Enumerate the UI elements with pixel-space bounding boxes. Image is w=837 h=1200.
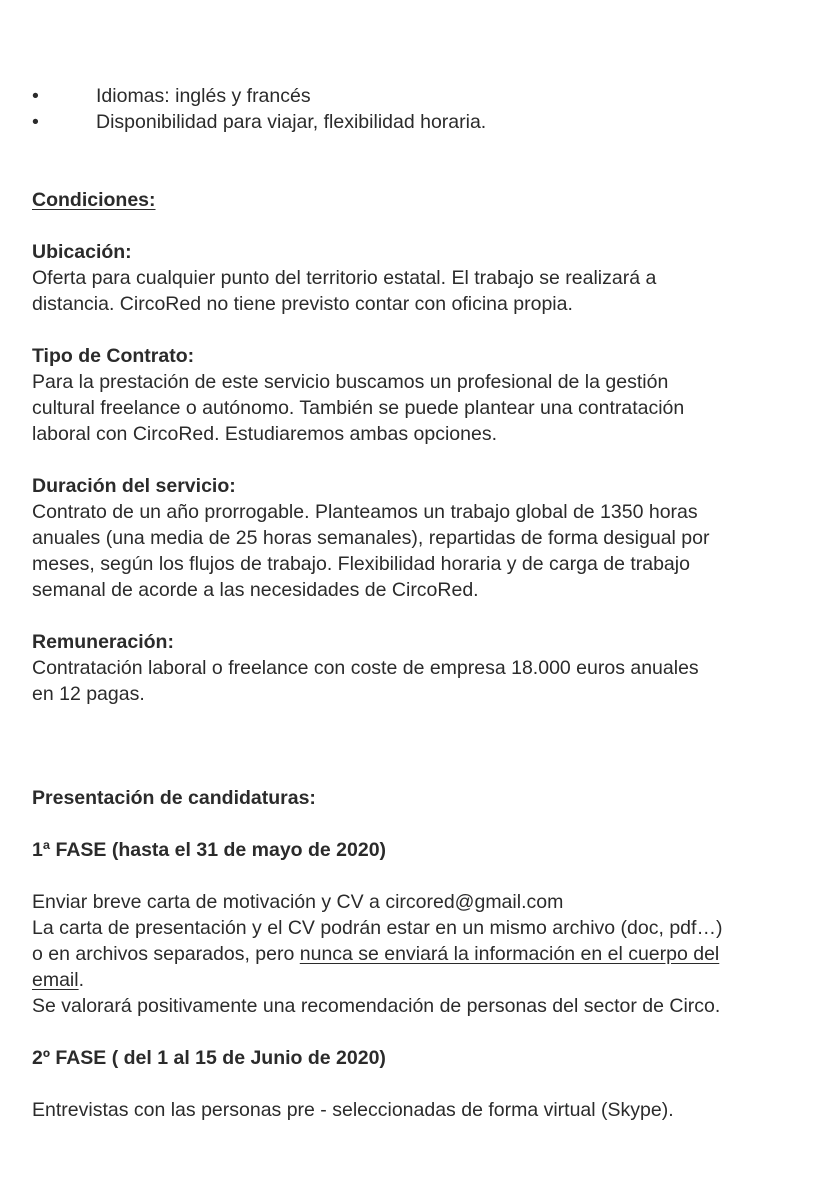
bullet-icon: • [32,111,39,133]
paragraph-line [32,941,822,967]
paragraph-line [32,967,822,993]
paragraph-line: anuales (una media de 25 horas semanales), repartidas de forma desigual por [32,527,710,549]
applications-heading: Presentación de candidaturas: [32,787,316,809]
phase2-section [32,1045,822,1123]
paragraph-line: Oferta para cualquier punto del territorio estatal. El trabajo se realizará a [32,267,657,289]
phase1-section [32,837,822,1019]
location-heading: Ubicación: [32,241,132,263]
duration-section [32,473,822,603]
contract-type-heading: Tipo de Contrato: [32,345,195,367]
paragraph-line: Se valorará positivamente una recomendación de personas del sector de Circo. [32,995,721,1017]
remuneration-heading: Remuneración: [32,631,174,653]
paragraph-line: meses, según los flujos de trabajo. Flexibilidad horaria y de carga de trabajo [32,553,690,575]
paragraph-line: Contrato de un año prorrogable. Planteamos un trabajo global de 1350 horas [32,501,698,523]
paragraph-line: Para la prestación de este servicio buscamos un profesional de la gestión [32,371,669,393]
duration-heading: Duración del servicio: [32,475,236,497]
plain-text: o en archivos separados, pero [32,943,300,965]
bullet-icon: • [32,85,39,107]
remuneration-section [32,629,822,707]
conditions-heading: Condiciones: [32,189,156,211]
list-item [32,83,822,109]
emphasis-underlined-text: email [32,969,79,991]
phase1-heading: 1ª FASE (hasta el 31 de mayo de 2020) [32,839,387,861]
paragraph-line: cultural freelance o autónomo. También se puede plantear una contratación [32,397,685,419]
document-page [32,83,822,1123]
list-item-text: Disponibilidad para viajar, flexibilidad horaria. [96,111,487,133]
emphasis-underlined-text: nunca se enviará la información en el cuerpo del [299,943,720,965]
paragraph-line: laboral con CircoRed. Estudiaremos ambas opciones. [32,423,497,445]
paragraph-line: Enviar breve carta de motivación y CV a circored@gmail.com [32,891,564,913]
paragraph-line: Entrevistas con las personas pre - seleccionadas de forma virtual (Skype). [32,1099,674,1121]
paragraph-line: La carta de presentación y el CV podrán estar en un mismo archivo (doc, pdf…) [32,917,723,939]
plain-text: . [78,969,85,991]
paragraph-line: semanal de acorde a las necesidades de CircoRed. [32,579,479,601]
contract-type-section [32,343,822,447]
paragraph-line: en 12 pagas. [32,683,145,705]
paragraph-line: distancia. CircoRed no tiene previsto contar con oficina propia. [32,293,573,315]
paragraph-line: Contratación laboral o freelance con coste de empresa 18.000 euros anuales [32,657,699,679]
requirements-list [32,83,822,135]
list-item [32,109,822,135]
list-item-text: Idiomas: inglés y francés [96,85,311,107]
phase2-heading: 2º FASE ( del 1 al 15 de Junio de 2020) [32,1047,386,1069]
location-section [32,239,822,317]
